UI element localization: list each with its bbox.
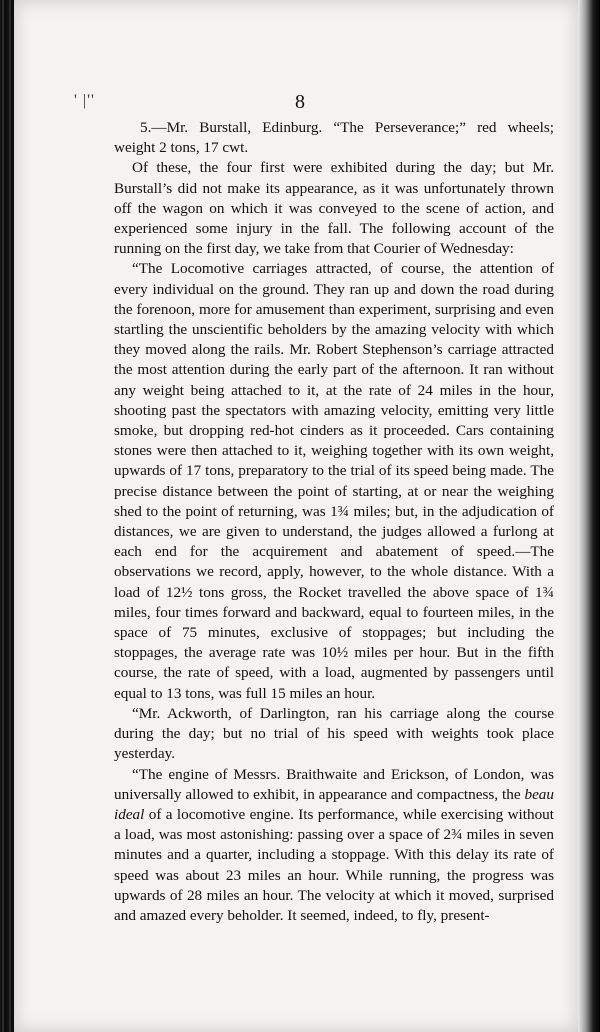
body-text	[114, 118, 554, 926]
paragraph-ackworth: “Mr. Ackworth, of Darlington, ran his carriage along the course during the day; but no trial of his speed with weights took place yesterday.	[114, 704, 554, 763]
paragraph-exhibition: Of these, the four first were exhibited during the day; but Mr. Burstall’s did not make its appearance, as it was unfortunately thrown off the wagon on which it was conveyed to the scene of action, and experienced some injury in the fall. The following account of the running on the first day, we take from that Courier of Wednesday:	[114, 159, 554, 258]
paragraph-braithwaite	[114, 765, 554, 927]
text-span: of a locomotive engine. Its performance, while exercising without a load, was most astonishing: passing over a space of 2¾ miles in seven minutes and a quarter, including a stoppage. With this delay its rate of speed was about 23 miles an hour. While running, the progress was upwards of 28 miles an hour. The velocity at which it moved, surprised and amazed every beholder. It seemed, indeed, to fly, present-	[114, 805, 554, 924]
right-page-edge	[578, 0, 600, 1032]
text-span: “The engine of Messrs. Braithwaite and Erickson, of London, was universally allowed to exhibit, in appearance and compactness, the	[114, 765, 554, 803]
italic-phrase: beau ideal	[114, 785, 554, 823]
paragraph-entry-5: 5.—Mr. Burstall, Edinburg. “The Perseverance;” red wheels; weight 2 tons, 17 cwt.	[114, 119, 554, 157]
paragraph-courier-quote: “The Locomotive carriages attracted, of course, the attention of every individual on the ground. They ran up and down the road during the forenoon, more for amusement than experiment, surprising and even startling the unscientific beholders by the amazing velocity with which they moved along the rails. Mr. Robert Stephenson’s carriage attracted the most attention during the early part of the afternoon. It ran without any weight being attached to it, at the rate of 24 miles in the hour, shooting past the spectators with amazing velocity, emitting very little smoke, but dropping red-hot cinders as it proceeded. Cars containing stones were then attached to it, weighing together with its own weight, upwards of 17 tons, preparatory to the trial of its speed being made. The precise distance between the point of starting, at or near the weighing shed to the point of returning, was 1¾ miles; but, in the adjudication of distances, we are given to understand, the judges allowed a furlong at each end for the acquirement and abatement of speed.—The observations we record, apply, however, to the whole distance. With a load of 12½ tons gross, the Rocket travelled the above space of 1¾ miles, four times forward and backward, equal to fourteen miles, in the space of 75 minutes, exclusive of stoppages; but including the stoppages, the average rate was 10½ miles per hour. But in the fifth course, the rate of speed, with a load, augmented by passengers until equal to 13 tons, was full 15 miles an hour.	[114, 260, 554, 702]
page-number: 8	[295, 91, 305, 113]
margin-mark: ' |''	[74, 92, 95, 109]
left-scan-border	[0, 0, 14, 1032]
